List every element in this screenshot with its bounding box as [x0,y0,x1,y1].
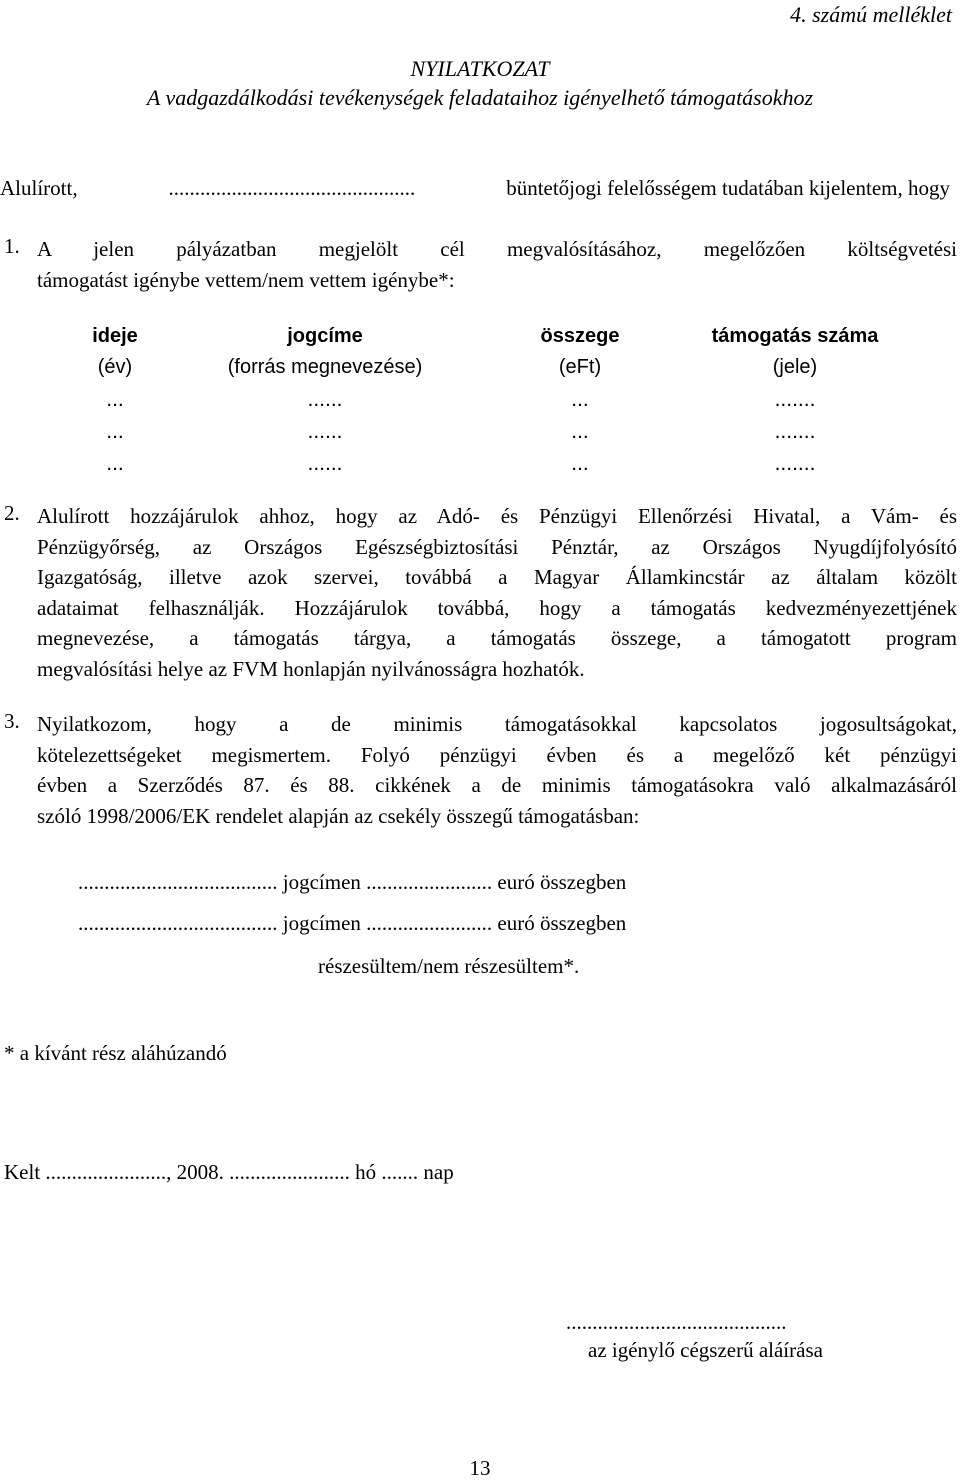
intro-suffix: büntetőjogi felelősségem tudatában kijelentem, hogy [506,176,950,200]
table-header-title: ideje [92,325,138,347]
table-cell: ....... [774,388,816,411]
table-cell: ...... [307,452,343,475]
table-header-sub: (eFt) [558,356,602,378]
section2-number: 2. [4,501,20,525]
table-header-sub: (jele) [772,356,818,378]
date-line: Kelt ......................., 2008. ....................... hó ....... nap [4,1160,454,1184]
table-cell: ....... [774,420,816,443]
section2-line: megnevezése, a támogatás tárgya, a támogatás összege, a támogatott program [37,626,957,650]
table-cell: ... [106,388,124,411]
section1-text [37,234,957,295]
deminimis-line: ...................................... jogcímen ........................ euró összegben [78,911,627,935]
signature-label: az igénylő cégszerű aláírása [588,1338,823,1362]
table-cell: ... [571,420,589,443]
section3-line: szóló 1998/2006/EK rendelet alapján az csekély összegű támogatásban: [37,803,640,828]
table-cell: ... [571,388,589,411]
section2-line: Pénzügyőrség, az Országos Egészségbiztosítási Pénztár, az Országos Nyugdíjfolyósító [37,534,957,559]
intro-line [0,176,950,201]
table-header-sub: (forrás megnevezése) [227,356,423,378]
table-cell: ...... [307,388,343,411]
deminimis-line: ...................................... jogcímen ........................ euró összegben [78,870,627,894]
section1-number: 1. [4,234,20,258]
table-header-title: jogcíme [287,325,363,347]
section2-line: megvalósítási helye az FVM honlapján nyilvánosságra hozhatók. [37,656,585,681]
section2-line: Igazgatóság, illetve azok szervei, továbbá a Magyar Államkincstár az általam közölt [37,565,957,589]
table-cell: ... [106,452,124,475]
footnote: * a kívánt rész aláhúzandó [4,1041,227,1065]
intro-prefix: Alulírott, [0,176,78,200]
table-cell: ... [106,420,124,443]
received-statement: részesültem/nem részesültem*. [318,954,580,978]
section3-number: 3. [4,709,20,733]
table-cell: ... [571,452,589,475]
document-title: NYILATKOZAT [410,56,550,81]
annex-label: 4. számú melléklet [790,2,952,27]
section3-line: kötelezettségeket megismertem. Folyó pénzügyi évben és a megelőző két pénzügyi [37,742,957,767]
section1-line: támogatást igénybe vettem/nem vettem igénybe*: [37,267,455,292]
section2-text [37,501,957,684]
table-cell: ....... [774,452,816,475]
section1-line: A jelen pályázatban megjelölt cél megvalósításához, megelőzően költségvetési [37,237,957,261]
section3-line: évben a Szerződés 87. és 88. cikkének a de minimis támogatásokra való alkalmazásáról [37,773,957,797]
table-header-title: összege [540,325,620,347]
page-number: 13 [469,1456,491,1480]
signature-dots: .......................................... [566,1310,787,1334]
intro-name-dots: ............................................... [168,176,416,200]
table-cell: ...... [307,420,343,443]
table-header-title: támogatás száma [711,325,879,347]
section3-text [37,709,957,831]
section3-line: Nyilatkozom, hogy a de minimis támogatásokkal kapcsolatos jogosultságokat, [37,712,957,736]
section2-line: adataimat felhasználják. Hozzájárulok továbbá, hogy a támogatás kedvezményezettjének [37,595,957,620]
section2-line: Alulírott hozzájárulok ahhoz, hogy az Adó- és Pénzügyi Ellenőrzési Hivatal, a Vám- és [37,504,957,528]
table-header-sub: (év) [97,356,133,378]
document-subtitle: A vadgazdálkodási tevékenységek feladataihoz igényelhető támogatásokhoz [146,85,814,110]
